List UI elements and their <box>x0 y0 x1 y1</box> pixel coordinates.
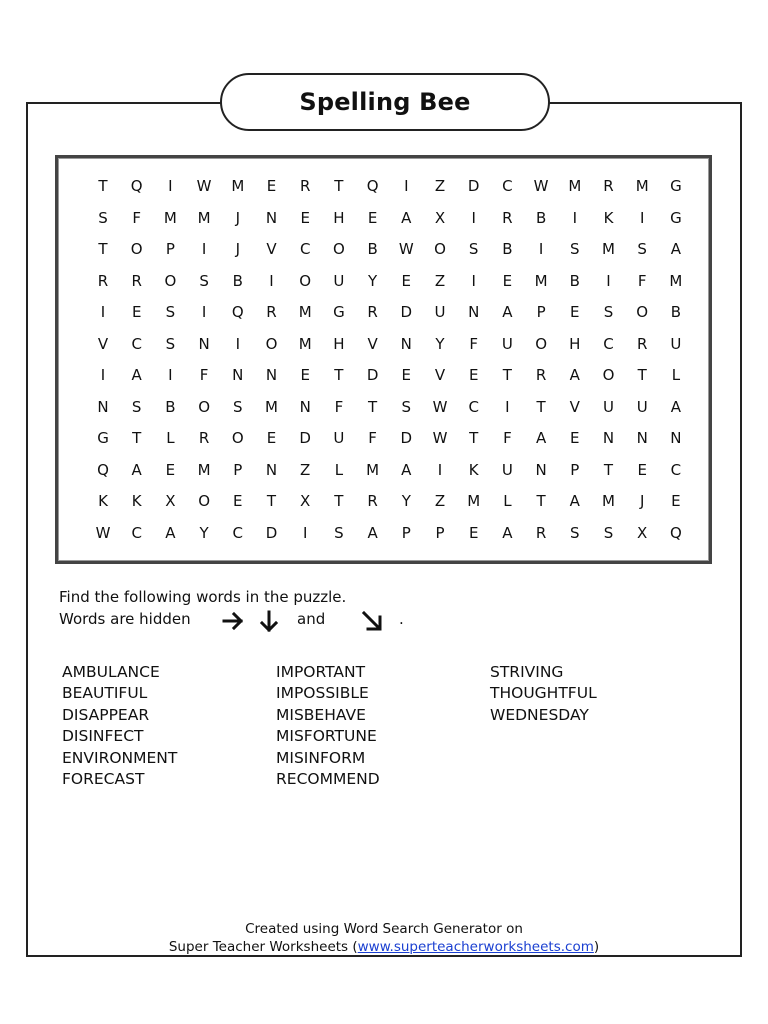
grid-letter: I <box>201 303 207 321</box>
grid-letter: O <box>299 271 312 290</box>
grid-letter: Z <box>434 271 446 290</box>
grid-letter: B <box>232 271 243 290</box>
grid-letter: R <box>502 208 513 227</box>
grid-letter: E <box>570 303 580 321</box>
down-arrow-icon <box>257 610 281 634</box>
grid-letter: I <box>639 208 645 227</box>
down-right-arrow-icon <box>360 609 384 633</box>
grid-letter: V <box>367 334 378 353</box>
grid-letter: S <box>165 334 176 353</box>
grid-letter: M <box>602 492 615 510</box>
grid-letter: F <box>469 334 478 353</box>
grid-letter: R <box>535 523 547 542</box>
word-list-item: DISINFECT <box>62 727 144 746</box>
grid-letter: J <box>235 208 241 227</box>
grid-letter: S <box>401 397 412 416</box>
grid-letter: E <box>300 366 310 384</box>
instruction-and: and <box>297 610 326 628</box>
grid-letter: T <box>502 366 512 384</box>
grid-letter: N <box>468 303 480 321</box>
grid-letter: M <box>669 271 683 290</box>
grid-letter: A <box>670 240 682 258</box>
grid-letter: O <box>636 303 649 321</box>
grid-letter: M <box>534 271 548 290</box>
grid-letter: A <box>165 523 176 542</box>
grid-letter: S <box>199 271 209 290</box>
grid-letter: C <box>131 523 142 542</box>
grid-letter: D <box>400 303 413 321</box>
grid-letter: T <box>637 366 647 384</box>
grid-letter: B <box>165 397 176 416</box>
grid-letter: P <box>401 523 411 542</box>
grid-letter: I <box>538 240 544 258</box>
grid-letter: I <box>471 208 476 227</box>
grid-letter: C <box>603 334 614 353</box>
grid-letter: H <box>333 334 345 353</box>
grid-letter: T <box>603 460 614 479</box>
word-list-column-1 <box>62 662 177 790</box>
grid-letter: E <box>300 208 310 227</box>
footer-suffix: ) <box>593 939 600 955</box>
grid-letter: L <box>671 366 681 384</box>
grid-letter: S <box>98 208 108 227</box>
grid-letter: T <box>98 240 108 258</box>
grid-letter: I <box>100 366 106 384</box>
word-list-item: FORECAST <box>62 770 145 789</box>
title-tab <box>220 73 550 131</box>
grid-letter: E <box>131 303 142 321</box>
grid-letter: D <box>366 366 379 384</box>
grid-letter: Y <box>401 492 411 510</box>
grid-letter: C <box>299 240 311 258</box>
grid-letter: I <box>606 271 611 290</box>
footer-link[interactable]: www.superteacherworksheets.com <box>357 939 594 955</box>
grid-letter: E <box>367 208 378 227</box>
grid-letter: Q <box>130 177 143 195</box>
grid-letter: K <box>131 492 142 510</box>
grid-letter: A <box>131 366 142 384</box>
grid-letter: I <box>437 460 443 479</box>
grid-letter: N <box>299 397 311 416</box>
grid-letter: N <box>636 429 648 447</box>
grid-letter: T <box>334 492 344 510</box>
grid-letter: L <box>166 429 175 447</box>
grid-letter: K <box>468 460 479 479</box>
word-search-grid <box>55 155 712 564</box>
grid-letter: E <box>570 429 580 447</box>
grid-letter: O <box>332 240 345 258</box>
grid-letter: B <box>670 303 682 321</box>
grid-letter: M <box>265 397 278 416</box>
grid-letter: F <box>368 429 377 447</box>
grid-letter: A <box>502 303 513 321</box>
grid-letter: O <box>434 240 446 258</box>
grid-letter: N <box>97 397 109 416</box>
grid-letter: Q <box>97 460 109 479</box>
grid-letter: M <box>366 460 380 479</box>
grid-letter: S <box>570 240 580 258</box>
grid-letter: Z <box>434 492 446 510</box>
grid-letter: M <box>568 177 582 195</box>
grid-letter: M <box>197 208 211 227</box>
grid-letter: I <box>404 177 409 195</box>
grid-letter: I <box>168 366 173 384</box>
grid-letter: I <box>302 523 308 542</box>
grid-letter: F <box>132 208 141 227</box>
grid-letter: C <box>468 397 479 416</box>
grid-letter: R <box>535 366 547 384</box>
grid-letter: B <box>502 240 513 258</box>
grid-letter: A <box>670 397 682 416</box>
grid-letter: R <box>266 303 277 321</box>
grid-letter: Q <box>231 303 244 321</box>
grid-letter: R <box>198 429 210 447</box>
grid-letter: S <box>334 523 344 542</box>
grid-letter: W <box>533 177 549 195</box>
grid-letter: B <box>535 208 547 227</box>
grid-letter: R <box>636 334 648 353</box>
grid-letter: M <box>298 303 312 321</box>
grid-letter: I <box>572 208 578 227</box>
grid-letter: E <box>671 492 681 510</box>
grid-letter: H <box>569 334 581 353</box>
grid-letter: H <box>333 208 345 227</box>
grid-letter: I <box>505 397 510 416</box>
grid-letter: T <box>368 397 378 416</box>
footer-line-1: Created using Word Search Generator on <box>245 921 523 937</box>
grid-letter: A <box>401 208 412 227</box>
grid-letter: E <box>165 460 176 479</box>
grid-letter: E <box>468 523 479 542</box>
grid-letter: N <box>400 334 412 353</box>
grid-letter: E <box>637 460 647 479</box>
grid-letter: F <box>503 429 512 447</box>
grid-letter: Z <box>300 460 311 479</box>
grid-letter: N <box>198 334 210 353</box>
grid-letter: N <box>535 460 547 479</box>
grid-letter: T <box>334 177 344 195</box>
grid-letter: O <box>198 492 210 510</box>
grid-letter: U <box>434 303 446 321</box>
grid-letter: K <box>98 492 108 510</box>
instruction-period: . <box>399 610 404 628</box>
grid-letter: F <box>199 366 209 384</box>
grid-letter: E <box>502 271 513 290</box>
grid-letter: P <box>570 460 580 479</box>
grid-letter: K <box>603 208 614 227</box>
grid-letter: S <box>603 303 614 321</box>
grid-letter: Y <box>199 523 209 542</box>
grid-letter: S <box>637 240 647 258</box>
grid-letter: A <box>535 429 547 447</box>
grid-letter: F <box>637 271 647 290</box>
grid-letter: Z <box>434 177 446 195</box>
grid-letter: S <box>233 397 243 416</box>
word-list-item: MISBEHAVE <box>276 705 366 724</box>
grid-letter: M <box>467 492 481 510</box>
grid-letter: I <box>168 177 173 195</box>
grid-letter: A <box>367 523 378 542</box>
grid-letter: E <box>233 492 243 510</box>
grid-letter: X <box>300 492 311 510</box>
grid-letter: M <box>197 460 211 479</box>
grid-letter: S <box>603 523 614 542</box>
grid-letter: U <box>501 460 513 479</box>
instruction-line-2 <box>59 609 191 629</box>
grid-letter: O <box>130 240 143 258</box>
grid-letter: W <box>95 523 111 542</box>
grid-letter: P <box>233 460 243 479</box>
grid-letter: E <box>401 271 412 290</box>
grid-letter: T <box>469 429 479 447</box>
grid-letter: I <box>100 303 106 321</box>
grid-letter: N <box>265 366 278 384</box>
grid-letter: R <box>367 303 378 321</box>
grid-letter: Y <box>368 271 378 290</box>
grid-letter: J <box>639 492 645 510</box>
grid-letter: D <box>400 429 413 447</box>
grid-letter: R <box>299 177 311 195</box>
grid-letter: C <box>670 460 682 479</box>
instruction-prefix: Words are hidden <box>59 610 191 628</box>
grid-letter: F <box>334 397 344 416</box>
grid-letter: N <box>602 429 615 447</box>
grid-letter: B <box>569 271 580 290</box>
grid-letter: N <box>265 208 278 227</box>
word-list-item: THOUGHTFUL <box>490 684 597 703</box>
grid-letter: I <box>269 271 274 290</box>
grid-letter: U <box>501 334 513 353</box>
grid-letter: C <box>502 177 513 195</box>
word-list-item: IMPOSSIBLE <box>276 684 369 703</box>
grid-letter: M <box>635 177 649 195</box>
grid-letter: M <box>298 334 312 353</box>
grid-letter: N <box>232 366 244 384</box>
grid-letter: V <box>569 397 580 416</box>
grid-letter: W <box>196 177 212 195</box>
grid-letter: U <box>603 397 614 416</box>
word-list-item: ENVIRONMENT <box>62 748 178 767</box>
grid-letter: T <box>132 429 142 447</box>
instruction-line-1: Find the following words in the puzzle. <box>59 588 347 606</box>
word-list-item: STRIVING <box>490 663 564 681</box>
grid-letter: S <box>165 303 176 321</box>
word-list-item: BEAUTIFUL <box>62 684 148 703</box>
word-list-column-2 <box>276 662 380 790</box>
grid-letter: T <box>334 366 344 384</box>
grid-letter: D <box>265 523 278 542</box>
grid-letter: S <box>570 523 580 542</box>
grid-letter: D <box>467 177 480 195</box>
grid-letter: W <box>432 397 448 416</box>
grid-letter: S <box>468 240 479 258</box>
grid-letter: C <box>232 523 244 542</box>
word-list-column-3 <box>490 662 597 726</box>
footer-line-2 <box>0 938 768 956</box>
grid-letter: L <box>503 492 512 510</box>
grid-letter: G <box>97 429 109 447</box>
grid-letter: M <box>231 177 245 195</box>
grid-letter: N <box>265 460 278 479</box>
grid-letter: T <box>536 397 546 416</box>
grid-letter: E <box>468 366 479 384</box>
page-title: Spelling Bee <box>299 88 471 116</box>
word-list-item: MISINFORM <box>276 748 366 767</box>
word-list-item: DISAPPEAR <box>62 705 150 724</box>
grid-letter: T <box>266 492 277 510</box>
grid-letter: V <box>434 366 446 384</box>
grid-letter: P <box>165 240 175 258</box>
grid-letter: G <box>333 303 345 321</box>
grid-letter: W <box>432 429 448 447</box>
grid-letter: O <box>265 334 278 353</box>
grid-letter: E <box>401 366 412 384</box>
grid-letter: D <box>299 429 311 447</box>
grid-letter: Q <box>366 177 379 195</box>
grid-letter: R <box>367 492 378 510</box>
grid-letter: X <box>165 492 176 510</box>
word-list-item: IMPORTANT <box>276 663 366 681</box>
grid-letter: M <box>602 240 615 258</box>
grid-letter: Y <box>435 334 445 353</box>
grid-letter: R <box>603 177 614 195</box>
grid-letter: U <box>636 397 648 416</box>
grid-letter: O <box>602 366 615 384</box>
grid-letter: E <box>266 177 277 195</box>
grid-letter: B <box>367 240 378 258</box>
grid-letter: S <box>131 397 142 416</box>
grid-letter: P <box>435 523 445 542</box>
grid-letter: A <box>569 366 580 384</box>
grid-letter: O <box>164 271 177 290</box>
grid-letter: L <box>334 460 344 479</box>
right-arrow-icon <box>221 609 245 633</box>
grid-letter: C <box>131 334 142 353</box>
grid-letter: O <box>231 429 244 447</box>
grid-letter: G <box>670 177 682 195</box>
grid-letter: R <box>97 271 109 290</box>
grid-letter: A <box>401 460 412 479</box>
grid-letter: O <box>198 397 210 416</box>
grid-letter: G <box>670 208 682 227</box>
grid-letter: N <box>670 429 682 447</box>
grid-letter: X <box>434 208 446 227</box>
word-list-item: RECOMMEND <box>276 770 380 789</box>
grid-letter: Q <box>669 523 682 542</box>
grid-letter: U <box>333 271 345 290</box>
grid-letter: T <box>536 492 546 510</box>
grid-letter: O <box>535 334 547 353</box>
grid-letter: T <box>98 177 108 195</box>
grid-letter: J <box>235 240 241 258</box>
grid-letter: V <box>97 334 109 353</box>
footer-prefix: Super Teacher Worksheets ( <box>168 939 358 955</box>
grid-letter: V <box>266 240 277 258</box>
grid-letter: P <box>536 303 546 321</box>
grid-letter: I <box>471 271 476 290</box>
word-list-item: MISFORTUNE <box>276 727 377 746</box>
word-list-item: AMBULANCE <box>62 663 160 681</box>
grid-letter: A <box>131 460 142 479</box>
grid-letter: I <box>201 240 207 258</box>
grid-letter: M <box>163 208 177 227</box>
word-list-item: WEDNESDAY <box>490 705 589 724</box>
grid-letter: E <box>266 429 277 447</box>
grid-letter: W <box>398 240 414 258</box>
grid-letter: A <box>502 523 513 542</box>
grid-letter: X <box>637 523 648 542</box>
grid-letter: U <box>333 429 345 447</box>
grid-letter: I <box>235 334 241 353</box>
grid-letter: R <box>131 271 142 290</box>
grid-letter: A <box>569 492 580 510</box>
grid-letter: U <box>670 334 682 353</box>
